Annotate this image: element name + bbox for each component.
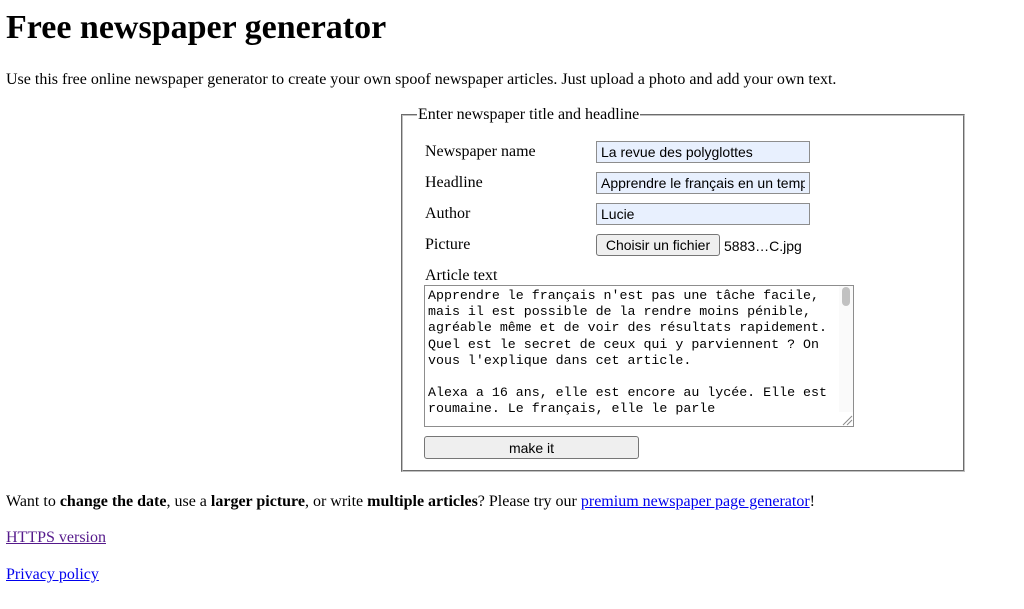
promo-text: , use a <box>166 493 211 510</box>
promo-bold-picture: larger picture <box>210 493 305 510</box>
premium-promo <box>6 492 815 512</box>
intro-text: Use this free online newspaper generator to create your own spoof newspaper articles. Just upload a photo and add your own text. <box>6 71 837 88</box>
privacy-policy-link[interactable]: Privacy policy <box>6 566 99 583</box>
page-title: Free newspaper generator <box>6 9 387 46</box>
promo-bold-date: change the date <box>59 493 167 510</box>
https-version-link[interactable]: HTTPS version <box>6 529 106 546</box>
author-label: Author <box>425 205 471 222</box>
selected-file-name: 5883…C.jpg <box>724 238 802 254</box>
headline-label: Headline <box>425 174 483 191</box>
scrollbar-thumb[interactable] <box>842 287 850 306</box>
article-text-label: Article text <box>425 267 498 284</box>
promo-text: ? Please try our <box>477 493 581 510</box>
newspaper-name-label: Newspaper name <box>425 143 536 160</box>
newspaper-name-input[interactable] <box>596 141 810 163</box>
promo-text: , or write <box>304 493 368 510</box>
promo-text: ! <box>809 493 815 510</box>
choose-file-button[interactable]: Choisir un fichier <box>596 234 720 256</box>
resize-grip-icon[interactable] <box>840 413 853 426</box>
article-textarea[interactable] <box>424 285 854 427</box>
promo-text: Want to <box>6 493 60 510</box>
picture-label: Picture <box>425 236 471 253</box>
author-input[interactable] <box>596 203 810 225</box>
make-it-button[interactable]: make it <box>424 436 639 459</box>
form-legend: Enter newspaper title and headline <box>418 106 640 123</box>
promo-bold-articles: multiple articles <box>367 493 478 510</box>
premium-generator-link[interactable]: premium newspaper page generator <box>580 493 810 510</box>
headline-input[interactable] <box>596 172 810 194</box>
